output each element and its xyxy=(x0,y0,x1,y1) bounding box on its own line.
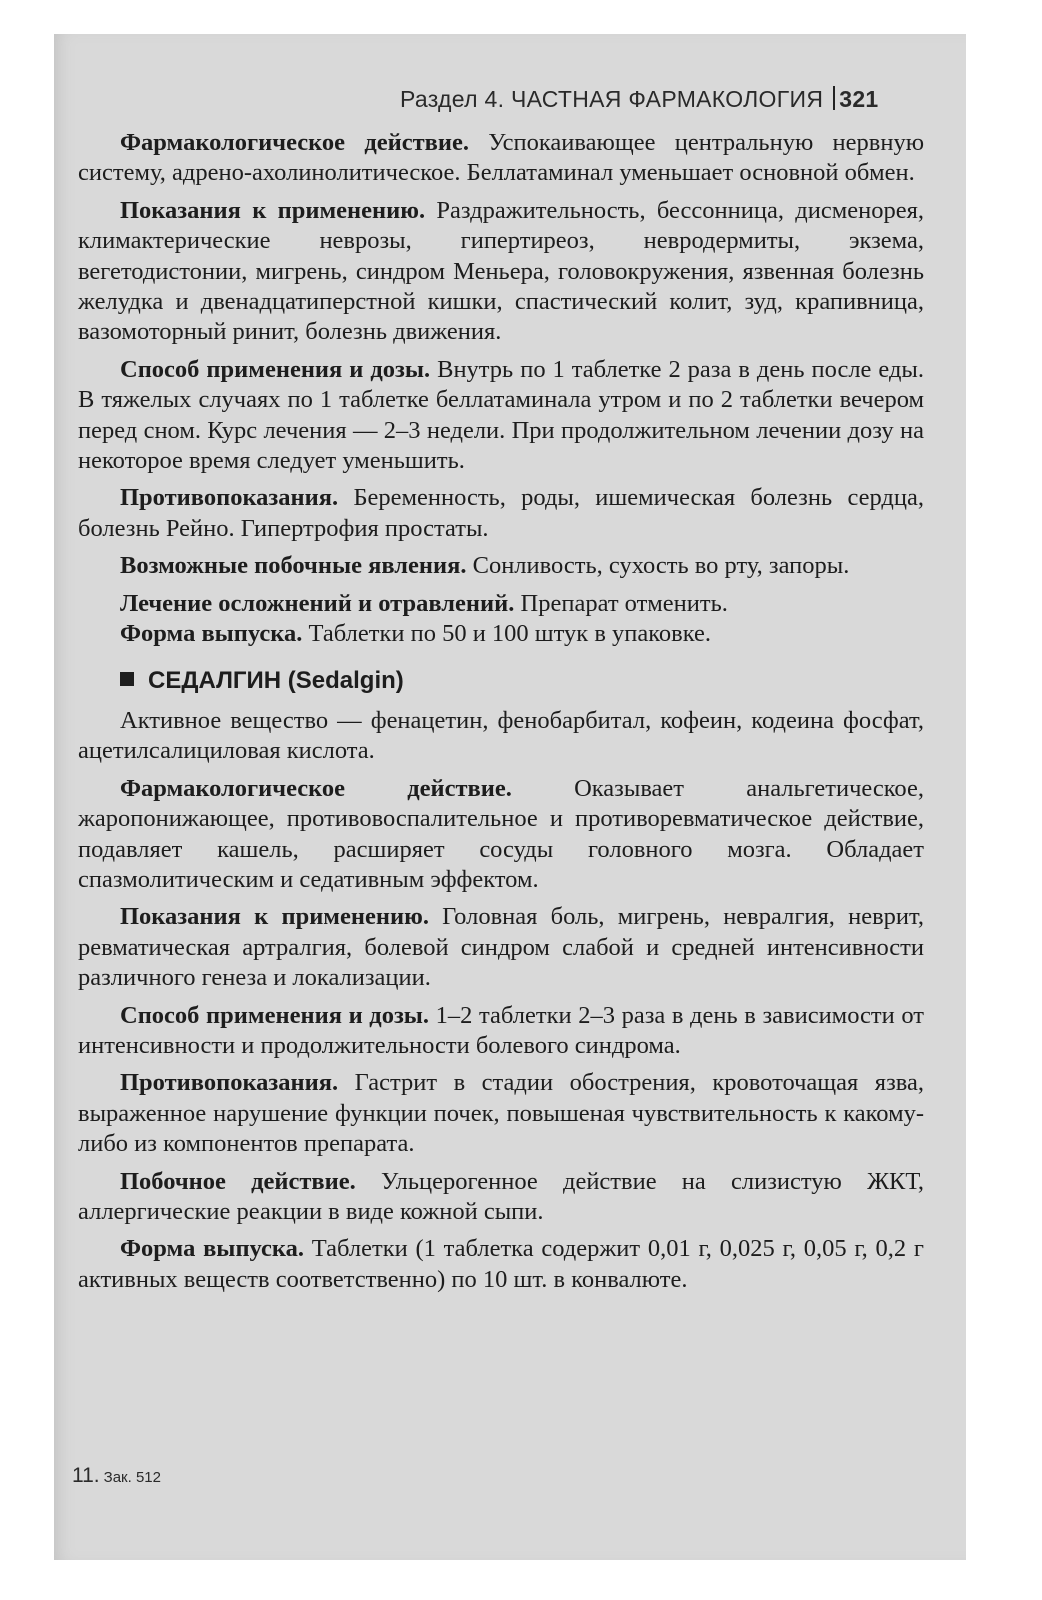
form-text: Таблетки (1 таблетка содержит 0,01 г, 0,025 г, 0,05 г, 0,2 г активных веществ соответственно) по 10 шт. в конвалюте. xyxy=(78,1235,924,1293)
sedalgin-form-paragraph xyxy=(78,1234,924,1295)
contraindications-label: Противопоказания. xyxy=(120,484,339,512)
sedalgin-active-paragraph: Активное вещество — фенацетин, фенобарбитал, кофеин, кодеина фосфат, ацетилсалициловая кислота. xyxy=(78,706,924,765)
contraindications-text: Беременность, роды, ишемическая болезнь сердца, болезнь Рейно. Гипертрофия простаты. xyxy=(78,484,924,542)
contraindications-text: Гастрит в стадии обострения, кровоточащая язва, выраженное нарушение функции почек, повышеная чувствительность к какому-либо из компонентов препарата. xyxy=(78,1069,924,1158)
belladaminal-form-paragraph xyxy=(78,619,924,649)
pharm-label: Фармакологическое действие. xyxy=(120,129,469,156)
belladaminal-treatment-paragraph xyxy=(78,589,924,619)
sedalgin-contraindications-paragraph xyxy=(78,1068,924,1159)
signature-number: 11. xyxy=(72,1464,100,1487)
printer-signature xyxy=(72,1464,161,1488)
indications-label: Показания к применению. xyxy=(120,196,426,224)
order-number: Зак. 512 xyxy=(103,1469,161,1486)
side-effects-text: Сонливость, сухость во рту, запоры. xyxy=(466,552,850,580)
form-label: Форма выпуска. xyxy=(120,1235,305,1263)
treatment-text: Препарат отменить. xyxy=(514,589,728,617)
section-title: Раздел 4. ЧАСТНАЯ ФАРМАКОЛОГИЯ xyxy=(400,86,824,112)
sedalgin-title: СЕДАЛГИН (Sedalgin) xyxy=(148,666,404,694)
pharm-text: Успокаивающее центральную нервную систему, адрено-ахолинолитическое. Беллатаминал уменьшает основной обмен. xyxy=(78,129,924,187)
sedalgin-heading xyxy=(120,666,924,696)
side-effects-text: Ульцерогенное действие на слизистую ЖКТ, аллергические реакции в виде кожной сыпи. xyxy=(78,1167,925,1225)
belladaminal-side-effects-paragraph xyxy=(78,551,924,581)
belladaminal-indications-paragraph xyxy=(78,196,924,348)
indications-text: Раздражительность, бессонница, дисменорея, климактерические неврозы, гипертиреоз, невродермиты, экзема, вегетодистонии, мигрень, синдром Меньера, головокружения, язвенная болезнь желудка и двенадцатиперстной кишки, спастический колит, зуд, крапивница, вазомоторный ринит, болезнь движения. xyxy=(78,196,924,346)
indications-text: Головная боль, мигрень, невралгия, неврит, ревматическая артралгия, болевой синдром слабой и средней интенсивности различного генеза и локализации. xyxy=(78,903,924,992)
header-divider xyxy=(833,86,835,110)
page-number: 321 xyxy=(839,86,879,112)
bullet-square-icon xyxy=(120,672,134,686)
dosage-text: Внутрь по 1 таблетке 2 раза в день после еды. В тяжелых случаях по 1 таблетке беллатаминала утром и по 2 таблетки вечером перед сном. Курс лечения — 2–3 недели. При продолжительном лечении дозу на некоторое время следует уменьшить. xyxy=(78,355,924,475)
dosage-label: Способ применения и дозы. xyxy=(120,355,431,383)
belladaminal-contraindications-paragraph xyxy=(78,483,924,544)
pharm-label: Фармакологическое действие. xyxy=(120,774,512,802)
belladaminal-pharm-paragraph xyxy=(78,128,924,189)
belladaminal-dosage-paragraph xyxy=(78,355,924,477)
indications-label: Показания к применению. xyxy=(120,903,429,931)
book-page xyxy=(54,34,966,1560)
form-text: Таблетки по 50 и 100 штук в упаковке. xyxy=(302,620,712,648)
page-body xyxy=(78,128,924,1295)
sedalgin-dosage-paragraph xyxy=(78,1001,924,1062)
sedalgin-side-effects-paragraph xyxy=(78,1167,924,1228)
dosage-text: 1–2 таблетки 2–3 раза в день в зависимости от интенсивности и продолжительности болевого синдрома. xyxy=(78,1001,924,1059)
running-header xyxy=(400,86,879,113)
treatment-label: Лечение осложнений и отравлений. xyxy=(120,589,515,617)
pharm-text: Оказывает анальгетическое, жаропонижающее, противовоспалительное и противоревматическое действие, подавляет кашель, расширяет сосуды головного мозга. Обладает спазмолитическим и седативным эффектом. xyxy=(78,774,924,893)
side-effects-label: Возможные побочные явления. xyxy=(120,552,467,580)
dosage-label: Способ применения и дозы. xyxy=(120,1001,430,1029)
sedalgin-indications-paragraph xyxy=(78,902,924,993)
contraindications-label: Противопоказания. xyxy=(120,1069,339,1097)
sedalgin-pharm-paragraph xyxy=(78,774,924,896)
form-label: Форма выпуска. xyxy=(120,620,303,648)
side-effects-label: Побочное действие. xyxy=(120,1167,356,1195)
